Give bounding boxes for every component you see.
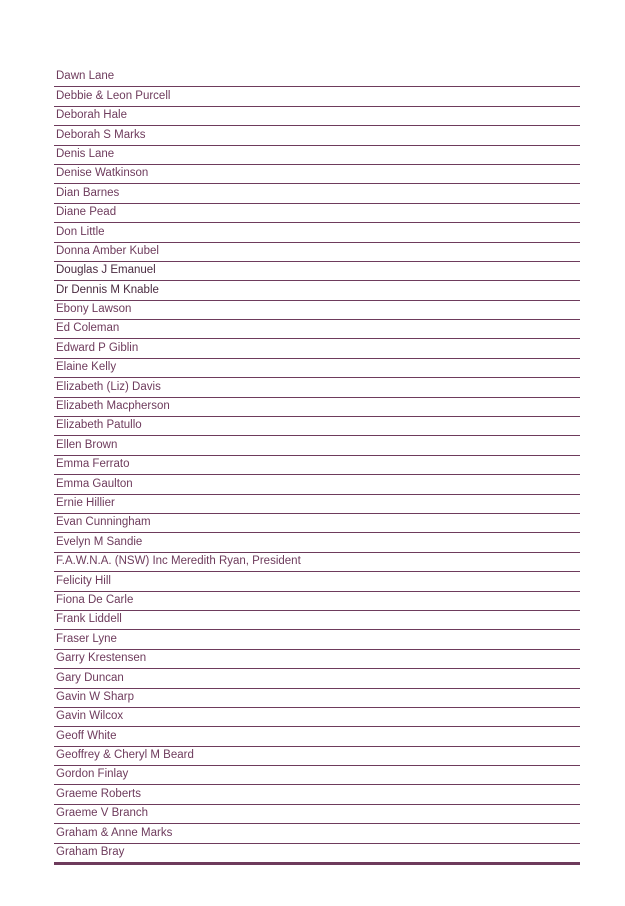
list-item-label: Ed Coleman: [56, 322, 120, 335]
list-item: [54, 495, 580, 514]
list-item: [54, 223, 580, 242]
list-item: [54, 553, 580, 572]
list-item-label: Elaine Kelly: [56, 361, 117, 374]
list-item-label: Emma Ferrato: [56, 458, 130, 471]
list-item: [54, 262, 580, 281]
list-item: [54, 592, 580, 611]
list-item: [54, 436, 580, 455]
list-item-label: Graeme Roberts: [56, 787, 142, 800]
list-item: [54, 126, 580, 145]
list-item: [54, 359, 580, 378]
list-item: [54, 204, 580, 223]
list-item-label: Douglas J Emanuel: [56, 264, 156, 277]
list-item: [54, 339, 580, 358]
list-item-label: Evan Cunningham: [56, 516, 151, 529]
list-item: [54, 650, 580, 669]
list-item: [54, 87, 580, 106]
list-item-label: Geoff White: [56, 729, 117, 742]
list-item-label: Gordon Finlay: [56, 768, 129, 781]
list-item: [54, 184, 580, 203]
list-item: [54, 146, 580, 165]
list-item: [54, 766, 580, 785]
list-item-label: Dr Dennis M Knable: [56, 283, 159, 296]
list-item: [54, 747, 580, 766]
list-item-label: Elizabeth (Liz) Davis: [56, 380, 161, 393]
list-item-label: Fiona De Carle: [56, 593, 134, 606]
list-item-label: Ebony Lawson: [56, 303, 132, 316]
list-item-label: Elizabeth Patullo: [56, 419, 142, 432]
list-item-label: Debbie & Leon Purcell: [56, 89, 171, 102]
list-item-label: Denis Lane: [56, 147, 115, 160]
list-item-label: Graham & Anne Marks: [56, 826, 173, 839]
list-item: [54, 669, 580, 688]
list-item: [54, 475, 580, 494]
list-item: [54, 456, 580, 475]
list-item: [54, 708, 580, 727]
list-item: [54, 165, 580, 184]
list-item-label: Deborah S Marks: [56, 128, 146, 141]
list-item-label: Geoffrey & Cheryl M Beard: [56, 749, 194, 762]
list-item-label: Donna Amber Kubel: [56, 244, 159, 257]
list-item-label: Dawn Lane: [56, 70, 115, 83]
list-item-label: Fraser Lyne: [56, 632, 117, 645]
list-item: [54, 572, 580, 591]
list-item-label: Graeme V Branch: [56, 807, 149, 820]
name-list: [54, 68, 580, 863]
list-item-label: Gavin Wilcox: [56, 710, 124, 723]
list-item: [54, 301, 580, 320]
list-item: [54, 785, 580, 804]
list-item: [54, 611, 580, 630]
list-item-label: Felicity Hill: [56, 574, 111, 587]
list-item-label: Ernie Hillier: [56, 496, 115, 509]
list-item: [54, 417, 580, 436]
list-item-label: Don Little: [56, 225, 105, 238]
list-item-label: Graham Bray: [56, 846, 125, 859]
list-item: [54, 630, 580, 649]
list-item-label: Denise Watkinson: [56, 167, 149, 180]
list-item-label: Gavin W Sharp: [56, 690, 134, 703]
list-item: [54, 727, 580, 746]
list-item-label: Diane Pead: [56, 206, 117, 219]
list-item: [54, 378, 580, 397]
bottom-rule: [54, 862, 580, 865]
list-item: [54, 844, 580, 863]
list-item-label: Deborah Hale: [56, 109, 127, 122]
list-item: [54, 514, 580, 533]
list-item: [54, 398, 580, 417]
list-item-label: Emma Gaulton: [56, 477, 133, 490]
list-item-label: Elizabeth Macpherson: [56, 400, 170, 413]
list-item: [54, 243, 580, 262]
list-item-label: Frank Liddell: [56, 613, 122, 626]
list-item-label: Evelyn M Sandie: [56, 535, 143, 548]
list-item-label: Garry Krestensen: [56, 652, 147, 665]
list-item: [54, 533, 580, 552]
list-item: [54, 281, 580, 300]
list-item-label: Edward P Giblin: [56, 341, 139, 354]
list-item-label: Ellen Brown: [56, 438, 118, 451]
list-item-label: Gary Duncan: [56, 671, 124, 684]
list-item-label: Dian Barnes: [56, 186, 120, 199]
list-item: [54, 824, 580, 843]
list-item: [54, 689, 580, 708]
list-item-label: F.A.W.N.A. (NSW) Inc Meredith Ryan, President: [56, 555, 301, 568]
list-item: [54, 320, 580, 339]
list-item: [54, 805, 580, 824]
list-item: [54, 107, 580, 126]
list-item: [54, 68, 580, 87]
